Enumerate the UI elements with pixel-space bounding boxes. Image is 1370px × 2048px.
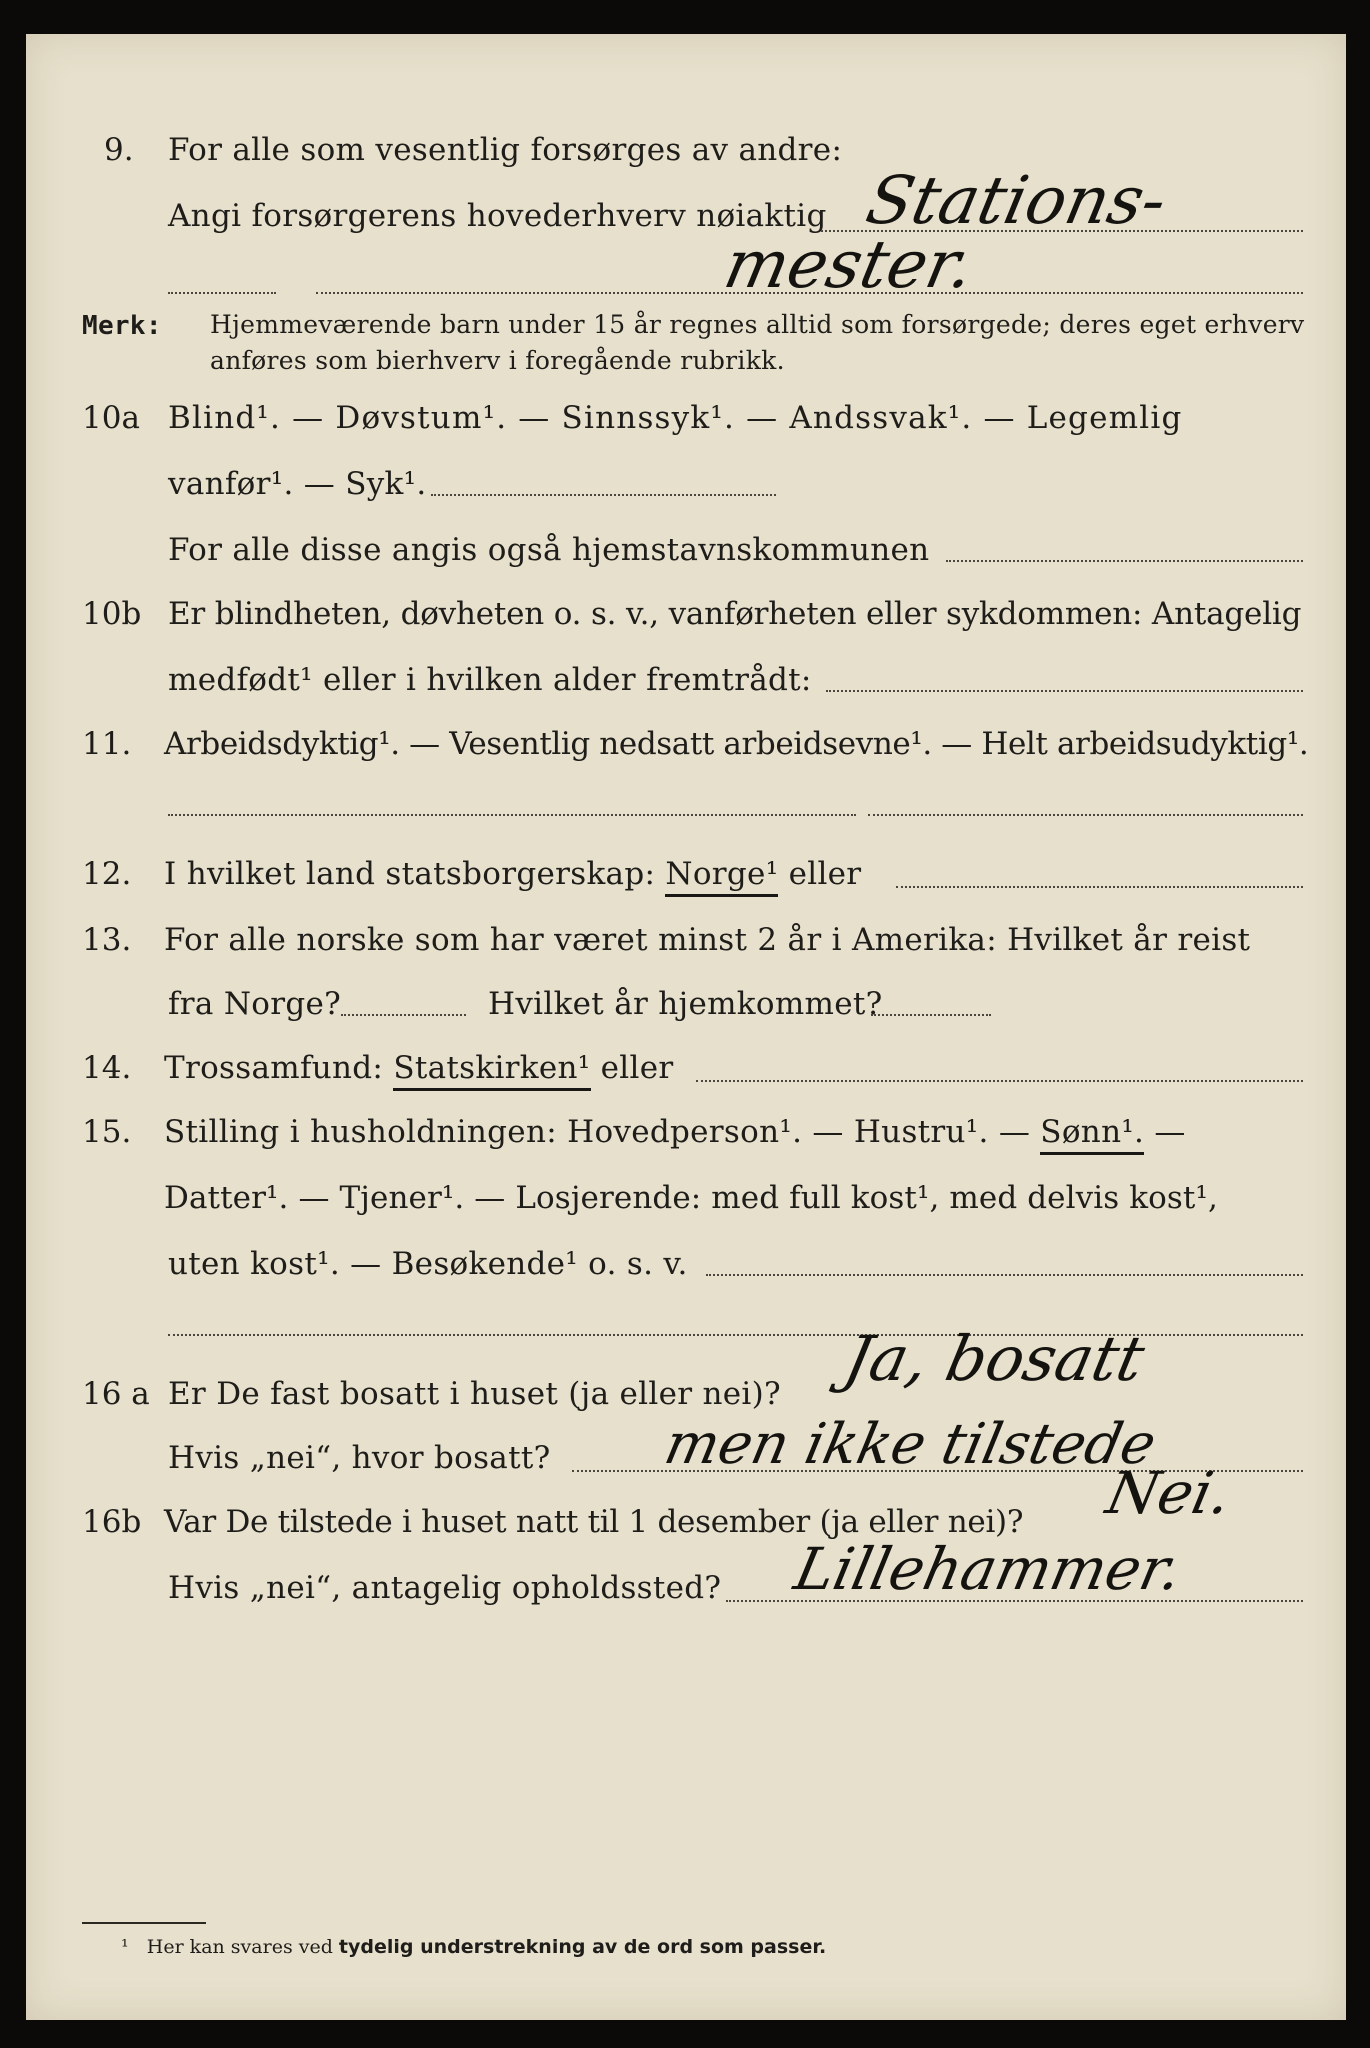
q12-answer-line xyxy=(896,886,1303,888)
q16a-handwritten-answer1: Ja, bosatt xyxy=(838,1322,1151,1395)
merk-line1: Hjemmeværende barn under 15 år regnes alltid som forsørgede; deres eget erhverv xyxy=(210,310,1305,339)
q13-reist-answer-line xyxy=(341,1014,466,1016)
q11-number: 11. xyxy=(82,726,132,762)
q16a-line1: Er De fast bosatt i huset (ja eller nei)? xyxy=(168,1376,781,1412)
q16b-line1: Var De tilstede i huset natt til 1 desember (ja eller nei)? xyxy=(164,1504,1024,1540)
q10b-answer-line xyxy=(826,690,1303,692)
q10a-line3: For alle disse angis også hjemstavnskommunen xyxy=(168,532,930,568)
q15-line1c: — xyxy=(1154,1114,1186,1150)
q16b-handwritten-answer1: Nei. xyxy=(1100,1459,1238,1527)
q14-suffix: eller xyxy=(600,1050,674,1086)
q14-option-statskirken: Statskirken¹ xyxy=(393,1050,590,1091)
q15-line2: Datter¹. — Tjener¹. — Losjerende: med full kost¹, med delvis kost¹, xyxy=(164,1180,1218,1216)
q13-line1: For alle norske som har været minst 2 år i Amerika: Hvilket år reist xyxy=(164,922,1251,958)
q9-handwritten-answer1: Stations- xyxy=(859,162,1174,239)
q10a-hjemstavn-answer-line xyxy=(946,560,1303,562)
q14-line xyxy=(164,1048,674,1088)
q16a-line2: Hvis „nei“, hvor bosatt? xyxy=(168,1440,551,1476)
q9-answer-line2-left xyxy=(168,292,276,294)
q14-number: 14. xyxy=(82,1050,132,1086)
q16a-number: 16 a xyxy=(82,1376,150,1412)
q10a-number: 10a xyxy=(82,400,140,436)
q10a-syk-answer-line xyxy=(431,494,776,496)
q13-number: 13. xyxy=(82,922,132,958)
q16b-number: 16b xyxy=(82,1504,142,1540)
q15-answer-line1 xyxy=(706,1274,1303,1276)
q15-line1a: Stilling i husholdningen: Hovedperson¹. — Hustru¹. — xyxy=(164,1114,1031,1150)
q10b-number: 10b xyxy=(82,596,142,632)
q15-option-sonn: Sønn¹. xyxy=(1040,1114,1144,1155)
q9-line2: Angi forsørgerens hovederhverv nøiaktig xyxy=(168,198,827,234)
q16b-line2: Hvis „nei“, antagelig opholdssted? xyxy=(168,1570,722,1606)
q14-answer-line xyxy=(696,1080,1303,1082)
footnote-text-a: Her kan svares ved xyxy=(146,1936,333,1958)
footnote-mark: ¹ xyxy=(121,1936,129,1958)
q9-line1: For alle som vesentlig forsørges av andre: xyxy=(168,132,843,168)
q15-line1 xyxy=(164,1112,1186,1152)
q15-line3: uten kost¹. — Besøkende¹ o. s. v. xyxy=(168,1246,688,1282)
q15-number: 15. xyxy=(82,1114,132,1150)
q10b-line1: Er blindheten, døvheten o. s. v., vanførheten eller sykdommen: Antagelig xyxy=(168,596,1302,632)
q11-answer-line-left xyxy=(168,814,856,816)
merk-line2: anføres som bierhverv i foregående rubrikk. xyxy=(210,346,785,375)
q13-line2b: Hvilket år hjemkommet? xyxy=(488,986,883,1022)
q14-prefix: Trossamfund: xyxy=(164,1050,384,1086)
q11-line1: Arbeidsdyktig¹. — Vesentlig nedsatt arbeidsevne¹. — Helt arbeidsudyktig¹. xyxy=(164,726,1309,762)
q10a-line2: vanfør¹. — Syk¹. xyxy=(168,466,427,502)
census-form-page xyxy=(26,34,1346,2020)
q16a-handwritten-answer2: men ikke tilstede xyxy=(659,1412,1162,1477)
q9-handwritten-answer2: mester. xyxy=(717,226,981,303)
footnote-rule xyxy=(82,1922,206,1924)
merk-label: Merk: xyxy=(82,311,162,341)
footnote xyxy=(121,1936,826,1958)
q11-answer-line-right xyxy=(868,814,1303,816)
q12-prefix: I hvilket land statsborgerskap: xyxy=(164,856,656,892)
q16b-handwritten-answer2: Lillehammer. xyxy=(788,1535,1188,1603)
q12-number: 12. xyxy=(82,856,132,892)
q12-suffix: eller xyxy=(788,856,862,892)
q10a-line1: Blind¹. — Døvstum¹. — Sinnssyk¹. — Andssvak¹. — Legemlig xyxy=(168,400,1183,436)
q12-line xyxy=(164,854,861,894)
q10b-line2: medfødt¹ eller i hvilken alder fremtrådt: xyxy=(168,662,812,698)
footnote-text-b: tydelig understrekning av de ord som passer. xyxy=(338,1936,827,1958)
q13-hjemkommet-answer-line xyxy=(871,1014,991,1016)
q13-line2a: fra Norge? xyxy=(168,986,342,1022)
q9-number: 9. xyxy=(104,132,134,168)
q12-option-norge: Norge¹ xyxy=(665,856,778,897)
